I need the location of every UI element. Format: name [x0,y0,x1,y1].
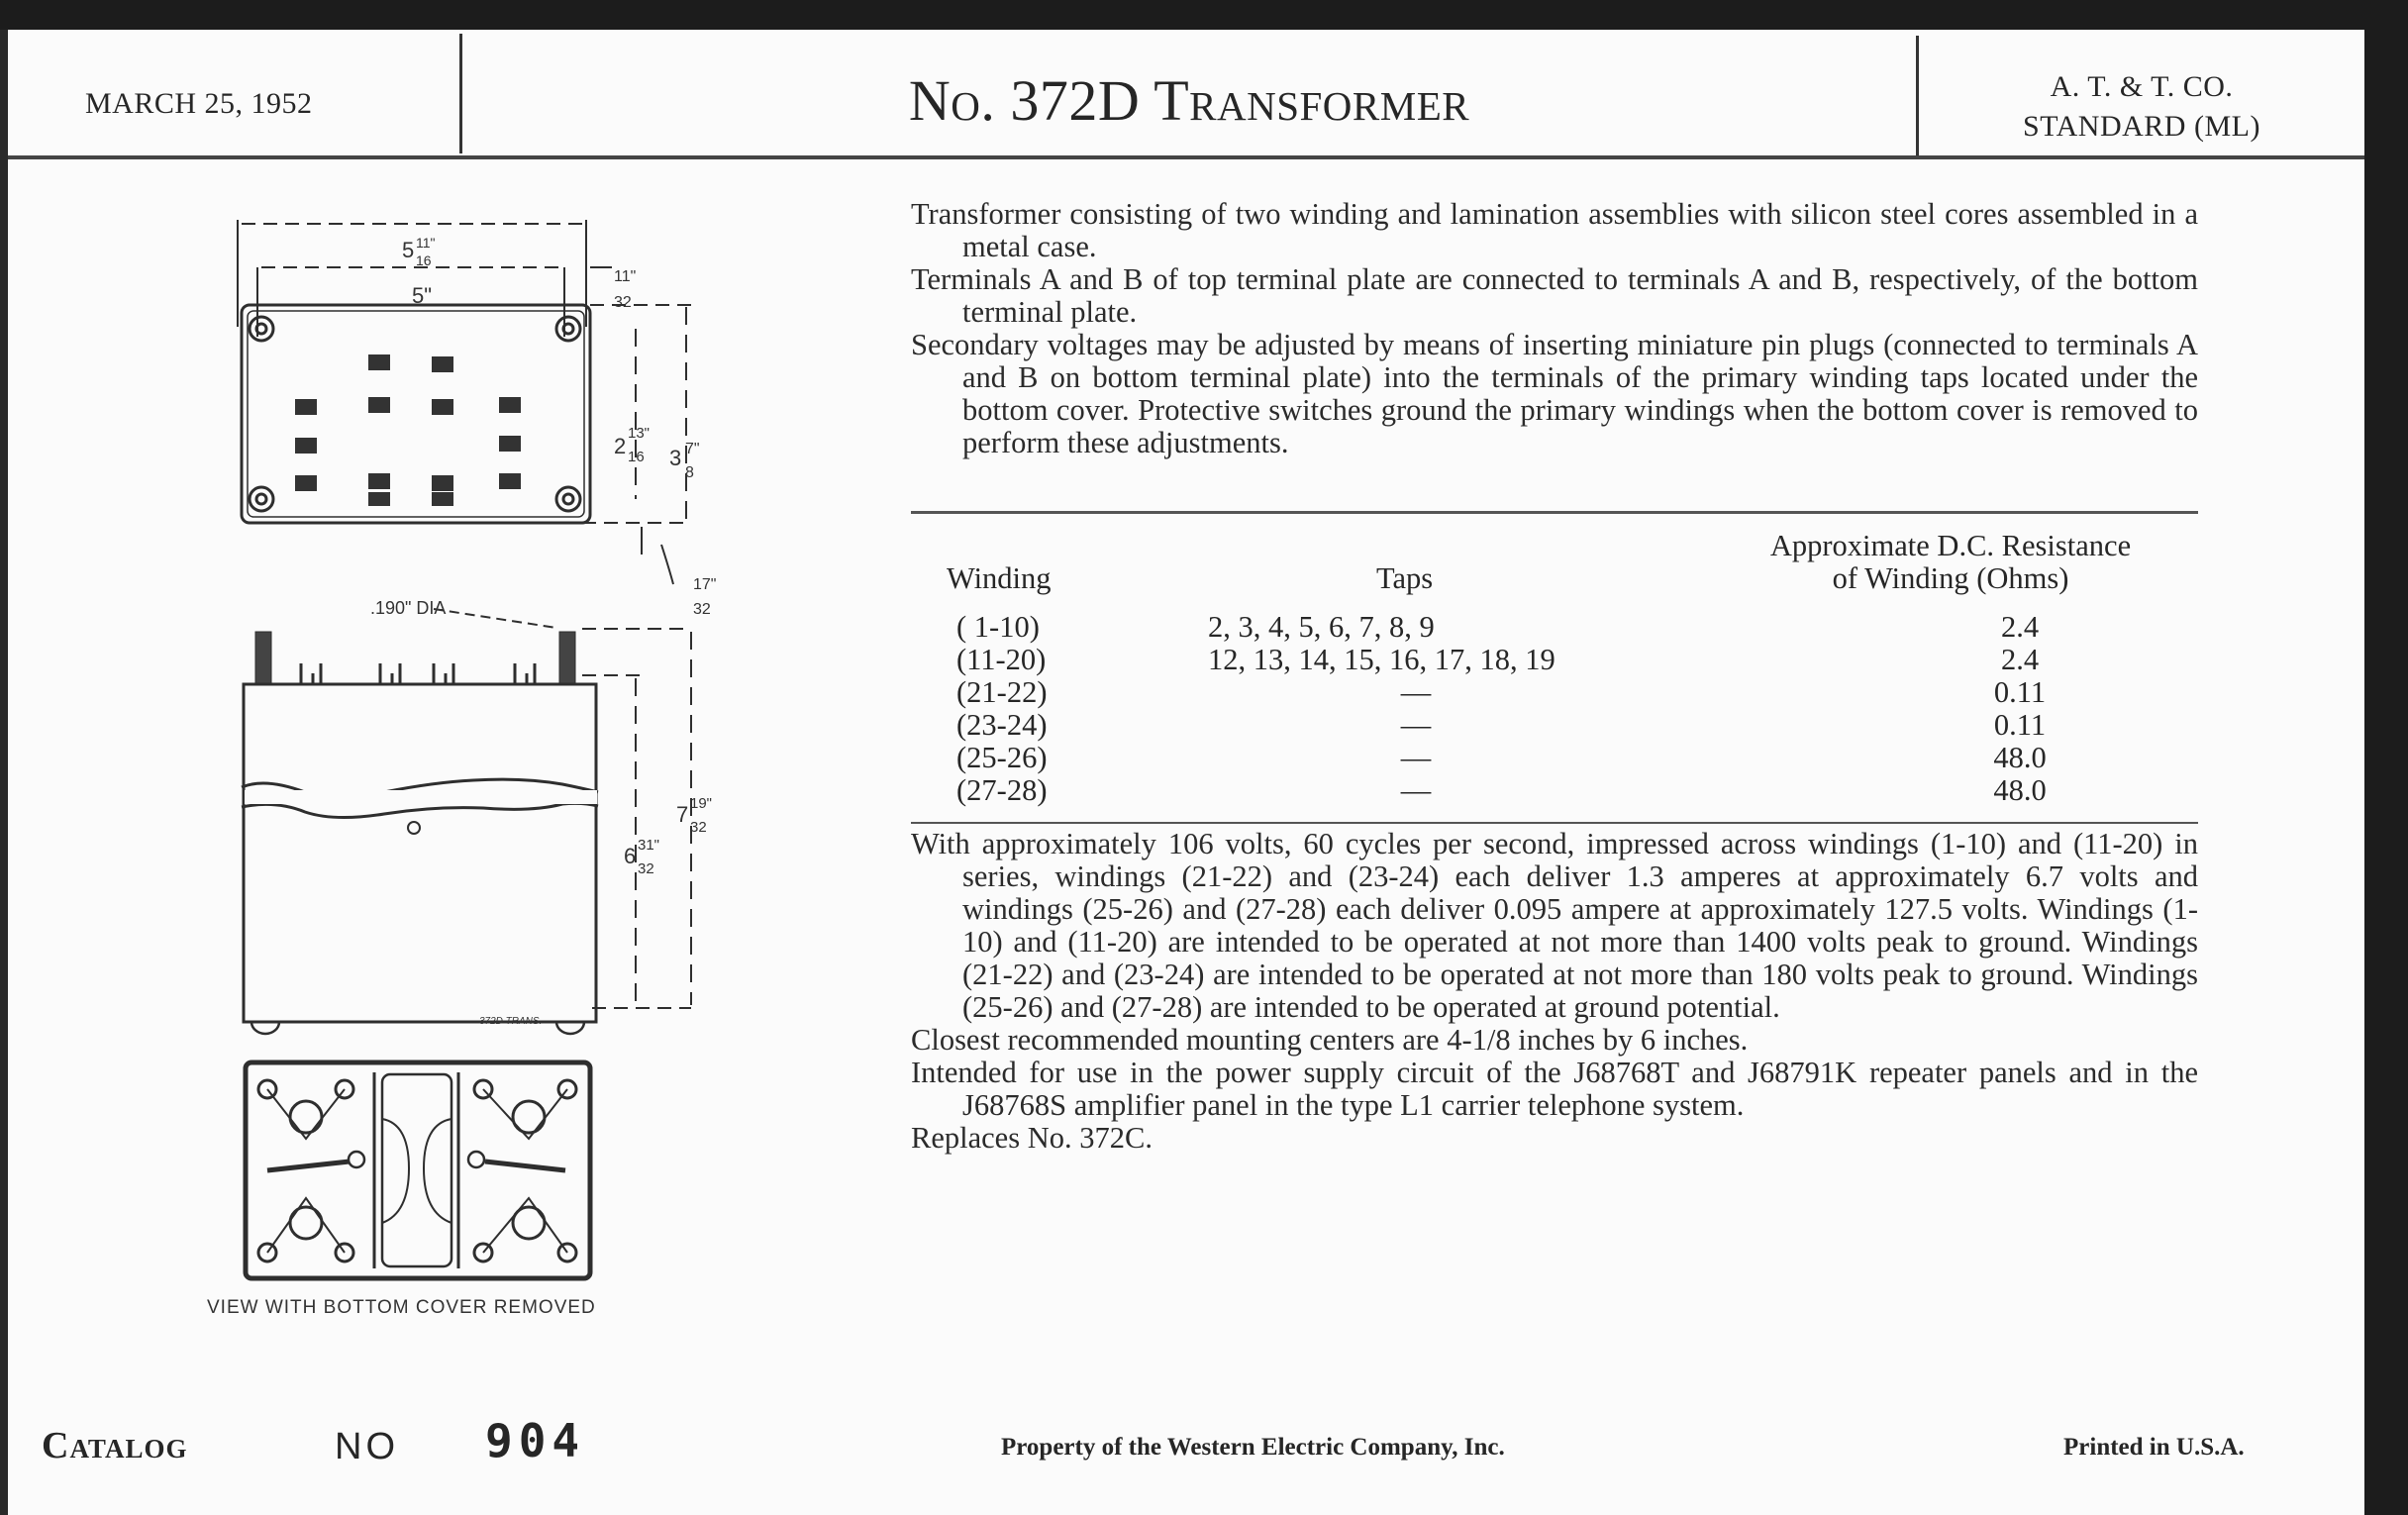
column-header-taps: Taps [1376,561,1434,595]
drawing-id: 372D TRANS. [479,1016,543,1027]
taps-cell: — [1400,675,1432,709]
notes-block [911,828,2198,1155]
svg-text:7": 7" [685,441,700,457]
property-notice: Property of the Western Electric Company, Inc. [1001,1434,1505,1461]
table-top-rule [911,511,2198,514]
table-row [911,773,2198,806]
header-line: Approximate D.C. Resistance [1769,529,2132,562]
description-paragraph: Secondary voltages may be adjusted by means of inserting miniature pin plugs (connected to terminals A and B on bottom terminal plate) into the terminals of the primary winding taps located under the bottom cover. Protective switches ground the primary windings when the bottom cover is removed to perform these adjustments. [911,328,2198,459]
mechanical-drawings [8,30,899,1347]
stud-note-label: .190" DIA [370,598,447,618]
svg-text:13": 13" [628,425,651,442]
dim-frac: 11" [416,235,436,251]
dim-case-height: 6 [624,844,637,868]
winding-cell: ( 1-10) [956,610,1040,644]
catalog-sheet [8,30,2364,1515]
dim-overall-depth: 3 [669,446,682,470]
note-paragraph: Replaces No. 372C. [911,1121,1153,1155]
page-title: No. 372D Transformer [908,68,1470,133]
winding-cell: (23-24) [956,708,1048,742]
taps-cell: 2, 3, 4, 5, 6, 7, 8, 9 [1208,610,1435,644]
resistance-cell: 48.0 [1993,741,2047,774]
winding-cell: (11-20) [956,643,1047,676]
note-paragraph: With approximately 106 volts, 60 cycles per second, impressed across windings (1-10) and (11-20) in series, windings (21-22) and (23-24) each deliver 1.3 amperes at approximately 6.7 volts and windings (25-26) and (27-28) each deliver 0.095 ampere at approximately 127.5 volts. Windings (1-10) and (11-20) are intended to be operated at not more than 1400 volts peak to ground. Windings (21-22) and (23-24) are intended to be operated at not more than 180 volts peak to ground. Windings (25-26) and (27-28) are intended to be operated at ground potential. [911,827,2198,1024]
dim-mount-depth: 2 [614,434,627,458]
svg-text:16: 16 [628,449,645,465]
issue-date: MARCH 25, 1952 [85,87,313,120]
table-row [911,610,2198,643]
resistance-cell: 48.0 [1993,773,2047,807]
svg-text:8: 8 [685,464,694,481]
resistance-cell: 0.11 [1993,708,2047,742]
catalog-label: Catalog [42,1425,188,1466]
svg-text:32: 32 [638,860,654,877]
winding-cell: (21-22) [956,675,1048,709]
note-paragraph: Closest recommended mounting centers are 4-1/8 inches by 6 inches. [911,1023,1749,1057]
catalog-no-label: NO [335,1426,399,1467]
table-bottom-rule [911,822,2198,824]
scan-edge [0,30,8,1515]
note-paragraph: Intended for use in the power supply circuit of the J68768T and J68791K repeater panels and in the J68768S amplifier panel in the type L1 carrier telephone system. [911,1056,2198,1122]
table-row [911,741,2198,773]
resistance-cell: 0.11 [1993,675,2047,709]
header-line: of Winding (Ohms) [1832,561,2069,595]
table-row [911,643,2198,675]
column-header-winding: Winding [947,561,1052,595]
table-row [911,675,2198,708]
svg-text:31": 31" [638,837,660,854]
dim-bottom-offset: 17" [693,576,717,593]
bottom-view-drawing [246,1062,590,1278]
dim-mount-spacing: 5" [412,283,433,308]
svg-text:19": 19" [690,795,713,812]
taps-cell: — [1400,708,1432,742]
dim-overall-height: 7 [676,802,689,827]
taps-cell: — [1400,741,1432,774]
dim-edge-offset: 11" [614,268,637,285]
printed-notice: Printed in U.S.A. [2063,1434,2245,1461]
description-paragraph: Transformer consisting of two winding and lamination assemblies with silicon steel cores assembled in a metal case. [911,197,2198,263]
winding-cell: (25-26) [956,741,1048,774]
svg-text:32: 32 [693,601,711,618]
org-name: A. T. & T. CO. [2050,70,2234,103]
catalog-number: 904 [485,1414,586,1467]
winding-cell: (27-28) [956,773,1048,807]
terminal-blocks [295,354,521,506]
taps-cell: 12, 13, 14, 15, 16, 17, 18, 19 [1208,643,1555,676]
dim-frac: 16 [416,252,432,268]
dim-overall-width: 5 [402,238,415,262]
taps-cell: — [1400,773,1432,807]
standard-org [1919,67,2364,147]
description-paragraph: Terminals A and B of top terminal plate are connected to terminals A and B, respectively, of the bottom terminal plate. [911,262,2198,329]
description-block [911,198,2198,459]
column-header-resistance [1723,530,2178,595]
svg-text:32: 32 [690,819,707,836]
side-view-drawing [242,609,691,1034]
resistance-cell: 2.4 [2000,610,2040,644]
dim-frac: 32 [614,294,632,311]
resistance-cell: 2.4 [2000,643,2040,676]
bottom-view-caption: VIEW WITH BOTTOM COVER REMOVED [207,1297,596,1318]
standard-designation: STANDARD (ML) [2023,110,2260,143]
table-row [911,708,2198,741]
